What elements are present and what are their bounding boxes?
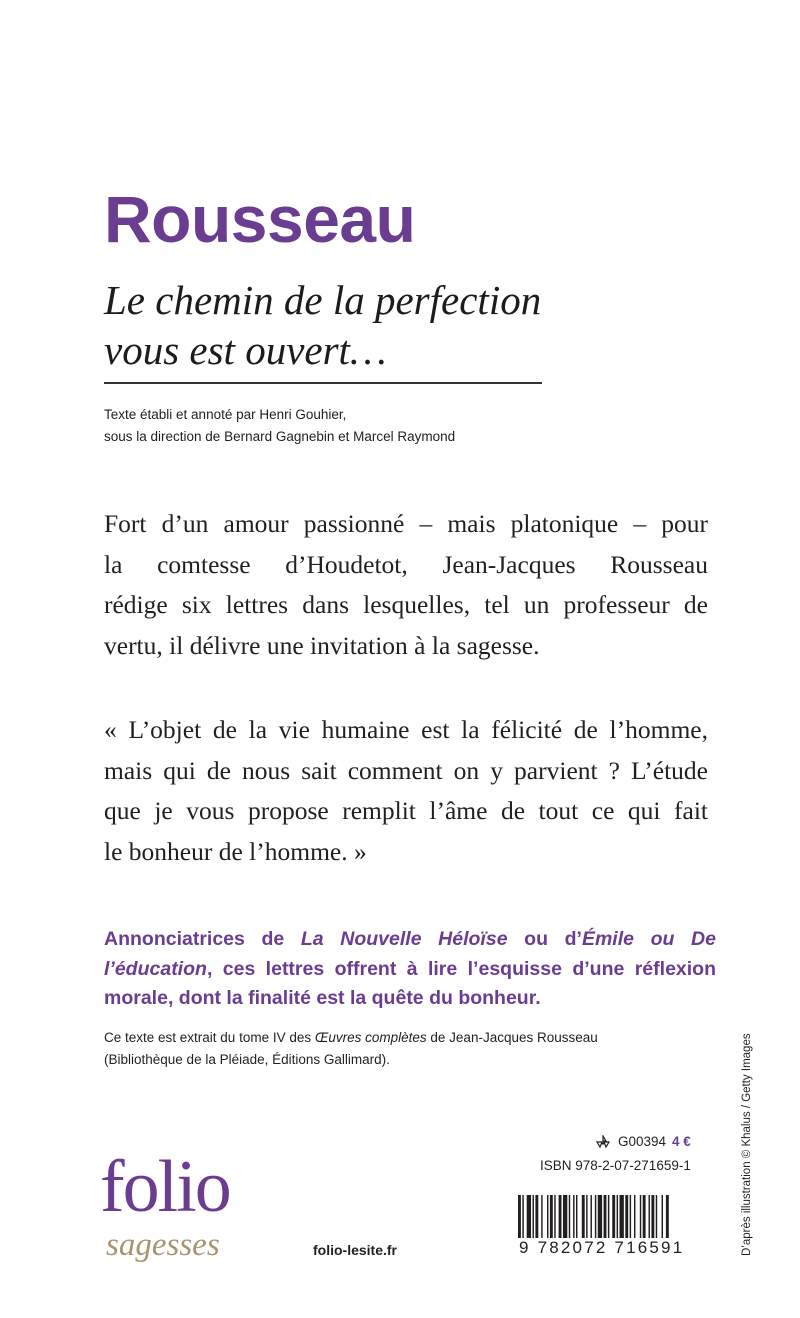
source-note-line1 <box>104 1027 704 1049</box>
summary-line3: morale, dont la finalité est la quête du bonheur. <box>104 987 541 1009</box>
description-paragraph <box>104 504 708 666</box>
book-title-line2: vous est ouvert… <box>104 327 387 373</box>
summary-text: , ces lettres offrent à lire l’esquisse d’une réflexion <box>206 957 716 980</box>
product-code: G00394 <box>618 1134 667 1149</box>
price-category-icon <box>594 1135 612 1149</box>
source-work-title: Œuvres complètes <box>314 1030 427 1045</box>
description-line: la comtesse d’Houdetot, Jean-Jacques Rousseau <box>104 549 708 579</box>
book-title <box>104 275 624 375</box>
summary-line1 <box>104 925 716 955</box>
barcode-digits <box>518 1238 712 1258</box>
summary-blurb <box>104 925 716 1014</box>
barcode-number: 9 782072 716591 <box>519 1238 685 1257</box>
summary-line2 <box>104 955 716 985</box>
quote-line: le bonheur de l’homme. » <box>104 836 367 866</box>
source-note <box>104 1027 704 1071</box>
author-name: Rousseau <box>104 182 416 256</box>
source-note-line2: (Bibliothèque de la Pléiade, Éditions Gallimard). <box>104 1052 390 1067</box>
book-title-line1: Le chemin de la perfection <box>104 277 542 323</box>
summary-text: Annonciatrices de <box>104 928 301 950</box>
quote-line: que je vous propose remplit l’âme de tout ce qui fait <box>104 796 708 825</box>
description-line: vertu, il délivre une invitation à la sagesse. <box>104 630 540 660</box>
website-link[interactable]: folio-lesite.fr <box>313 1242 398 1258</box>
description-line: rédige six lettres dans lesquelles, tel un professeur de <box>104 590 708 619</box>
title-divider <box>104 382 542 384</box>
quote-line: « L’objet de la vie humaine est la félicité de l’homme, <box>104 715 708 744</box>
description-line: Fort d’un amour passionné – mais platonique – pour <box>104 509 708 538</box>
isbn: ISBN 978-2-07-271659-1 <box>540 1158 691 1173</box>
product-code-line <box>594 1134 708 1149</box>
price: 4 € <box>672 1134 691 1149</box>
quote-line: mais qui de nous sait comment on y parvient ? L’étude <box>104 755 708 785</box>
summary-title-ref: Émile ou De <box>581 928 716 950</box>
image-credit: D’après illustration © Khalus / Getty Images <box>741 1033 753 1256</box>
source-text: de Jean-Jacques Rousseau <box>426 1030 598 1045</box>
editorial-credits <box>104 404 604 448</box>
credits-line1: Texte établi et annoté par Henri Gouhier, <box>104 407 347 422</box>
summary-title-ref: l’éducation <box>104 957 207 980</box>
quote-paragraph <box>104 710 708 872</box>
credits-line2: sous la direction de Bernard Gagnebin et Marcel Raymond <box>104 429 456 444</box>
collection-name: sagesses <box>106 1227 220 1263</box>
source-text: Ce texte est extrait du tome IV des <box>104 1030 315 1045</box>
summary-title-ref: La Nouvelle Héloïse <box>300 928 508 950</box>
folio-logo: folio <box>100 1146 230 1228</box>
summary-text: ou d’ <box>507 928 582 950</box>
